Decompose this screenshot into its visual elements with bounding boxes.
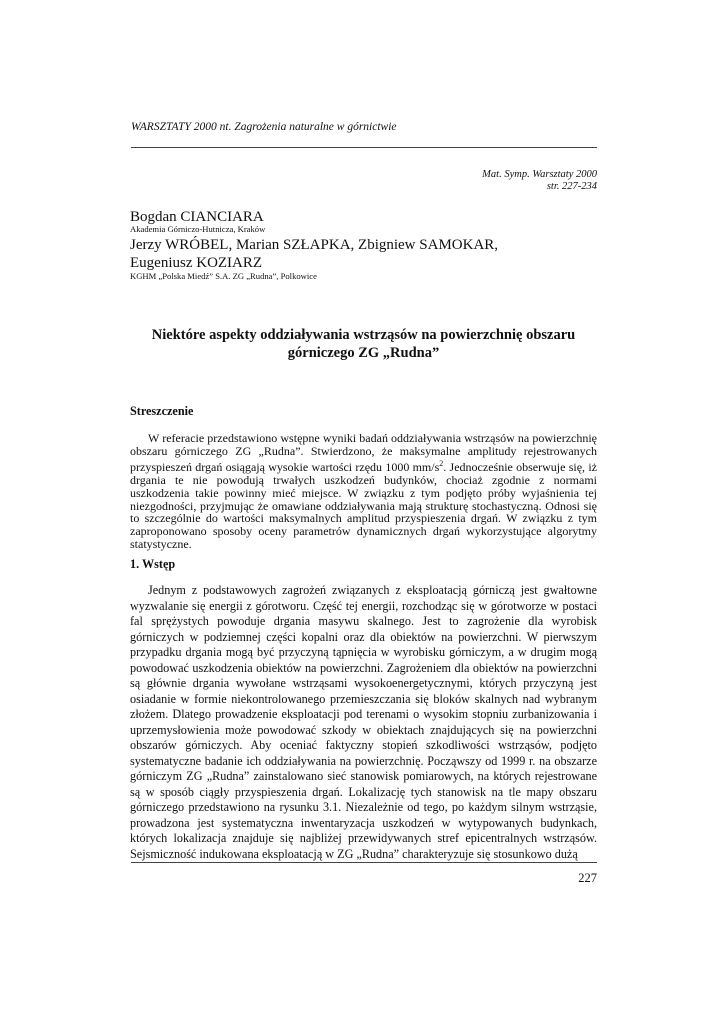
author-affiliation: Akademia Górniczo-Hutnicza, Kraków [130,224,266,234]
abstract-heading: Streszczenie [130,404,194,418]
paper-title [130,326,597,362]
author-affiliation-2: KGHM „Polska Miedź” S.A. ZG „Rudna”, Polkowice [130,271,317,281]
reference-line-2: str. 227-234 [546,181,597,192]
section-heading: 1. Wstęp [130,557,176,571]
reference-line-1: Mat. Symp. Warsztaty 2000 [482,169,597,180]
publication-reference [482,169,597,193]
title-line-1: Niektóre aspekty oddziaływania wstrząsów na powierzchnię obszaru [151,327,576,343]
page-number: 227 [578,871,597,885]
author-name: Bogdan CIANCIARA [130,209,264,225]
body-paragraph: Jednym z podstawowych zagrożeń związanych z eksploatacją górniczą jest gwałtowne wyzwalanie się energii z górotworu. Część tej energii, rozchodząc się w górotworze w postaci fal sprężystych powoduje drgania masywu skalnego. Jest to zagrożenie dla wyrobisk górniczych w podziemnej części kopalni oraz dla obiektów na powierzchni. W pierwszym przypadku drgania mogą być przyczyną tąpnięcia w wyrobisku górniczym, a w drugim mogą powodować uszkodzenia obiektów na powierzchni. Zagrożeniem dla obiektów na powierzchni są głównie drgania wywołane wstrząsami wysokoenergetycznymi, których przyczyną jest osiadanie w formie niekontrolowanego przemieszczania się bloków skalnych nad wybranym złożem. Dlatego prowadzenie eksploatacji pod terenami o wysokim stopniu zurbanizowania i uprzemysłowienia może powodować szkody w obiektach znajdujących się na powierzchni obszarów górniczych. Aby oceniać faktyczny stopień szkodliwości wstrząsów, podjęto systematyczne badanie ich oddziaływania na powierzchnię. Począwszy od 1999 r. na obszarze górniczym ZG „Rudna” zainstalowano sieć stanowisk pomiarowych, na których rejestrowane są w sposób ciągły przyspieszenia drgań. Lokalizację tych stanowisk na tle mapy obszaru górniczego przedstawiono na rysunku 3.1. Niezależnie od tego, po każdym silnym wstrząsie, prowadzona jest systematyczna inwentaryzacja uszkodzeń w wytypowanych budynkach, których lokalizacja znajduje się najbliżej przewidywanych stref epicentralnych wstrząsów. Sejsmiczność indukowana eksploatacją w ZG „Rudna” charakteryzuje się stosunkowo dużą [130,583,597,861]
header-divider [131,147,597,148]
abstract-text-part1: W referacie przedstawiono wstępne wyniki badań oddziaływania wstrząsów na powierzchnię obszaru górniczego ZG „Rudna”. Stwierdzono, że maksymalne amplitudy rejestrowanych przyspieszeń drgań osiągają wysokie wartości rzędu 1000 mm/s [130,431,597,474]
footer-divider [131,862,597,863]
abstract-superscript: 2 [439,458,444,468]
title-line-2: górniczego ZG „Rudna” [287,345,440,361]
running-header: WARSZTATY 2000 nt. Zagrożenia naturalne w górnictwie [131,121,397,133]
author-names-continued: Eugeniusz KOZIARZ [130,255,263,271]
author-names: Jerzy WRÓBEL, Marian SZŁAPKA, Zbigniew SAMOKAR, [130,237,499,253]
abstract-text-part2: . Jednocześnie obserwuje się, iż drgania te nie powodują trwałych uszkodzeń budynków, chociaż zgodnie z normami uszkodzenia takie powinny mieć miejsce. W związku z tym podjęto próby wyjaśnienia tej niezgodności, przyjmując że omawiane oddziaływania mają strukturę stochastyczną. Odnosi się to szczególnie do wartości maksymalnych amplitud przyspieszenia drgań. W związku z tym zaproponowano sposoby oceny parametrów dynamicznych drgań wykorzystujące algorytmy statystyczne. [130,459,597,552]
abstract-paragraph [130,432,597,551]
